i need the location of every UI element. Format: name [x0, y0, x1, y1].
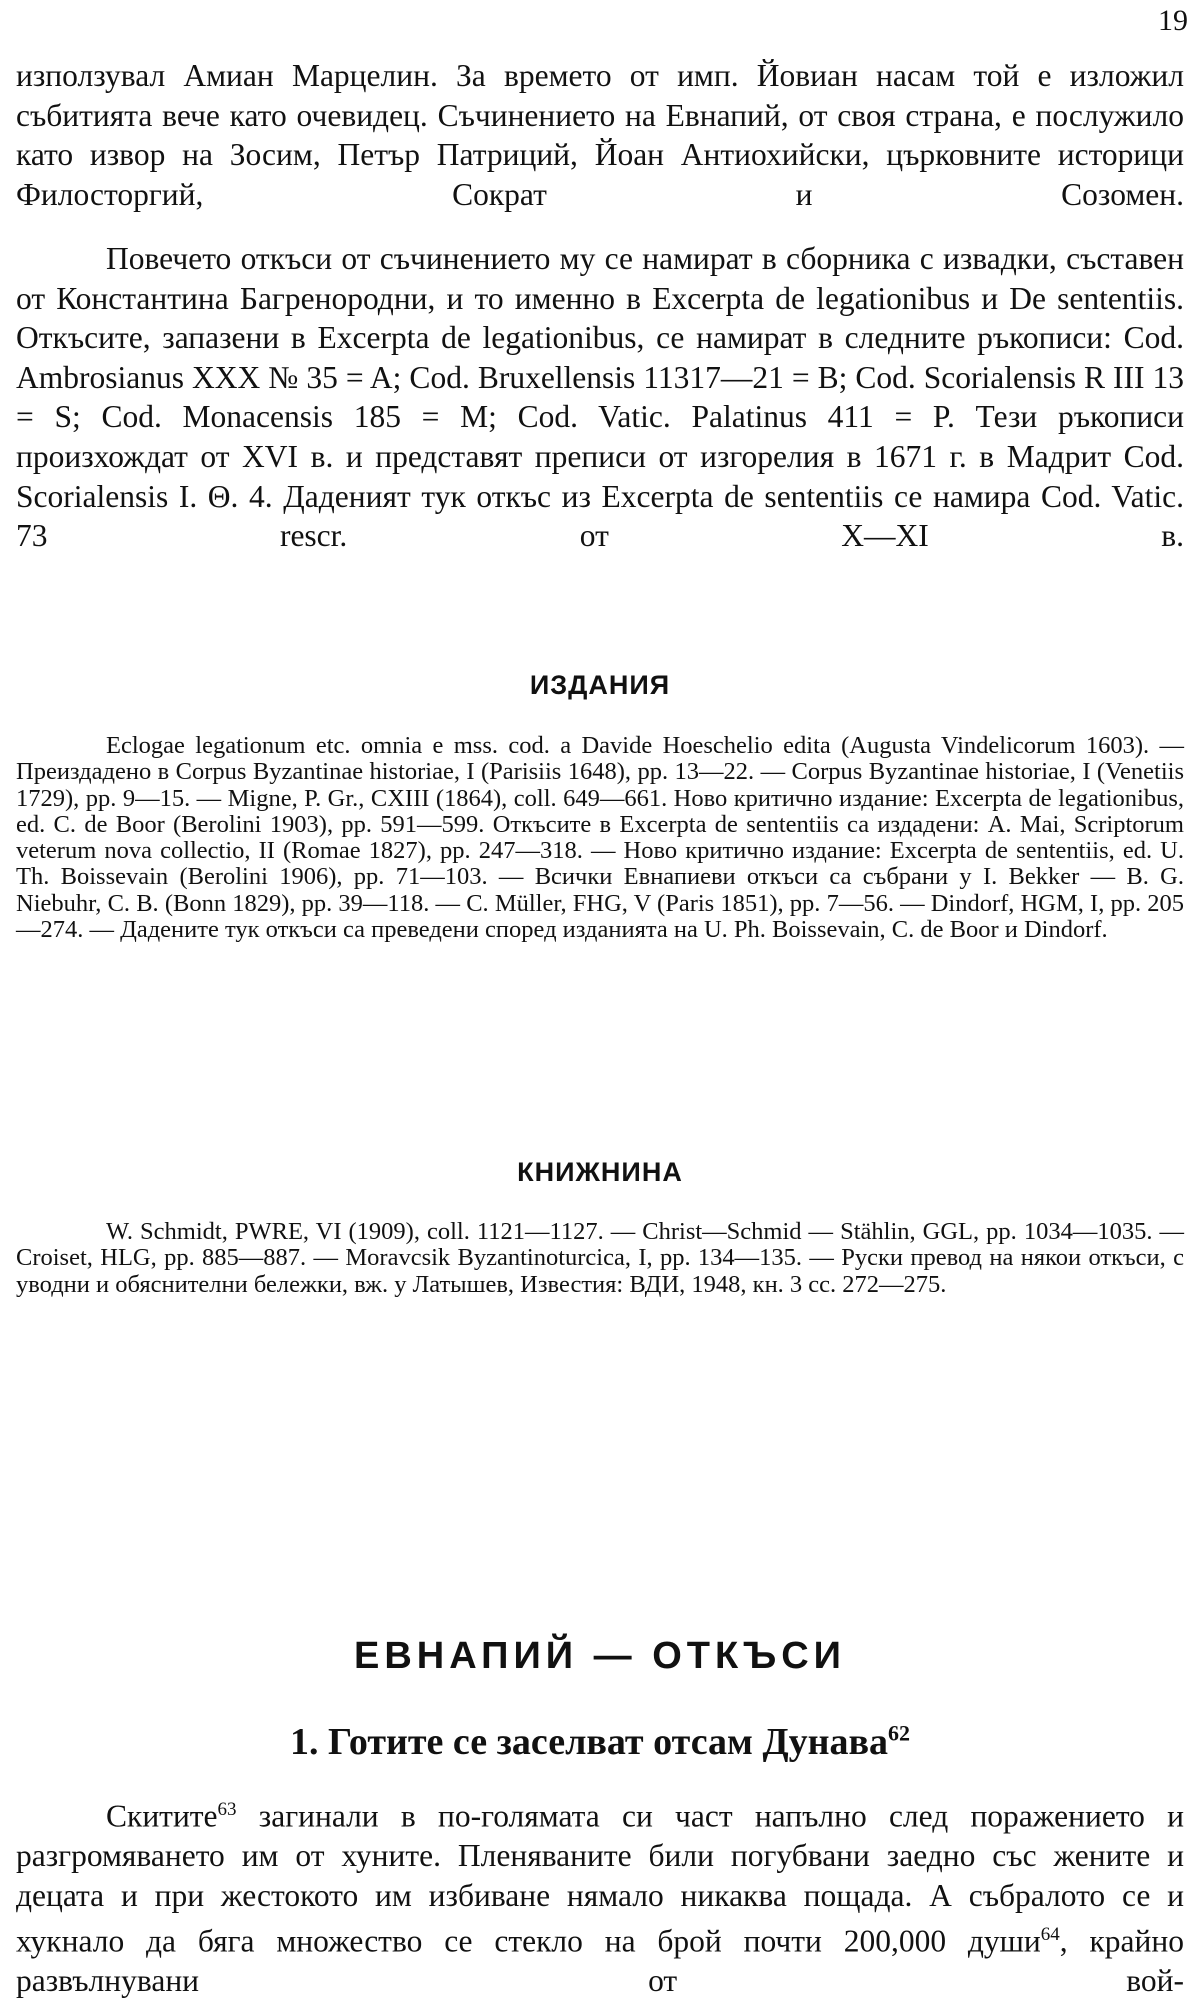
editions-heading: ИЗДАНИЯ — [529, 670, 671, 700]
literature-text: W. Schmidt, PWRE, VI (1909), coll. 1121—1127. — Christ—Schmid — Stählin, GGL, pp. 1034—1035. — Croiset, HLG, pp. 885—887. — Moravcsik Byzantinoturcica, I, pp. 134—135. — Руски превод на някои откъси, с уводни и обяснителни бележки, вж. у Латышев, Известия: ВДИ, 1948, кн. 3 сс. 272—275. — [16, 1218, 1184, 1298]
fragment-title-text: 1. Готите се заселват отсам Дунава — [289, 1721, 889, 1763]
footnote-63: 63 — [217, 1799, 237, 1820]
footnote-64: 64 — [1040, 1924, 1060, 1946]
intro-paragraph-1: използувал Амиан Марцелин. За времето от имп. Йовиан насам той е изложил събитията вече като очевидец. Съчинението на Евнапий, от своя страна, е послужило като извор на Зосим, Петър Патриций, Йоан Антиохийски, църковните историци Филосторгий, Сократ и Созомен. — [16, 58, 1184, 212]
intro-paragraph-2: Повечето откъси от съчинението му се намират в сборника с извадки, съставен от Константина Багренородни, и то именно в Excerpta de legationibus и De sententiis. Откъсите, запазени в Excerpta de legationibus, се намират в следните ръкописи: Cod. Ambrosianus XXX № 35 = A; Cod. Bruxellensis 11317—21 = B; Cod. Scorialensis R III 13 = S; Cod. Monacensis 185 = M; Cod. Vatic. Palatinus 411 = P. Тези ръкописи произхождат от XVI в. и представят преписи от изгорелия в 1671 г. в Мадрит Cod. Scorialensis I. Θ. 4. Даденият тук откъс из Excerpta de sententiis се намира Cod. Vatic. 73 rescr. от X—XI в. — [16, 241, 1184, 554]
editions-text: Eclogae legationum etc. omnia e mss. cod. a Davide Hoeschelio edita (Augusta Vindelicorum 1603). — Преиздадено в Corpus Byzantinae historiae, I (Parisiis 1648), pp. 13—22. — Corpus Byzantinae historiae, I (Venetiis 1729), pp. 9—15. — Migne, P. Gr., CXIII (1864), coll. 649—661. Ново критично издание: Excerpta de legationibus, ed. C. de Boor (Berolini 1903), pp. 591—599. Откъсите в Excerpta de sententiis са издадени: A. Mai, Scriptorum veterum nova collectio, II (Romae 1827), pp. 247—318. — Ново критично издание: Excerpta de sententiis, ed. U. Th. Boissevain (Berolini 1906), pp. 71—103. — Всички Евнапиеви откъси са събрани у I. Bekker — B. G. Niebuhr, C. B. (Bonn 1829), pp. 39—118. — C. Müller, FHG, V (Paris 1851), pp. 7—56. — Dindorf, HGM, I, pp. 205—274. — Дадените тук откъси са преведени според изданията на U. Ph. Boissevain, C. de Boor и Dindorf. — [16, 732, 1184, 944]
page-number: 19 — [1158, 4, 1188, 37]
chapter-title: ЕВНАПИЙ — ОТКЪСИ — [354, 1635, 846, 1677]
fragment-title-footnote: 62 — [888, 1720, 911, 1746]
fragment-text-1: Скитите — [106, 1798, 218, 1834]
literature-heading: КНИЖНИНА — [517, 1157, 683, 1187]
fragment-text-3: , крайно развълнувани от вой- — [16, 1923, 1185, 1999]
fragment-paragraph — [16, 1790, 1184, 2001]
fragment-title — [0, 1720, 1200, 1764]
fragment-text-2: загинали в по-голямата си част напълно след поражението и разгромяването им от хуните. Пленяваните били погубвани заедно със жените и децата и при жестокото им избиване нямало никаква пощада. А събралото се и хукнало да бяга множество се стекло на брой почти 200,000 души — [16, 1798, 1184, 1959]
